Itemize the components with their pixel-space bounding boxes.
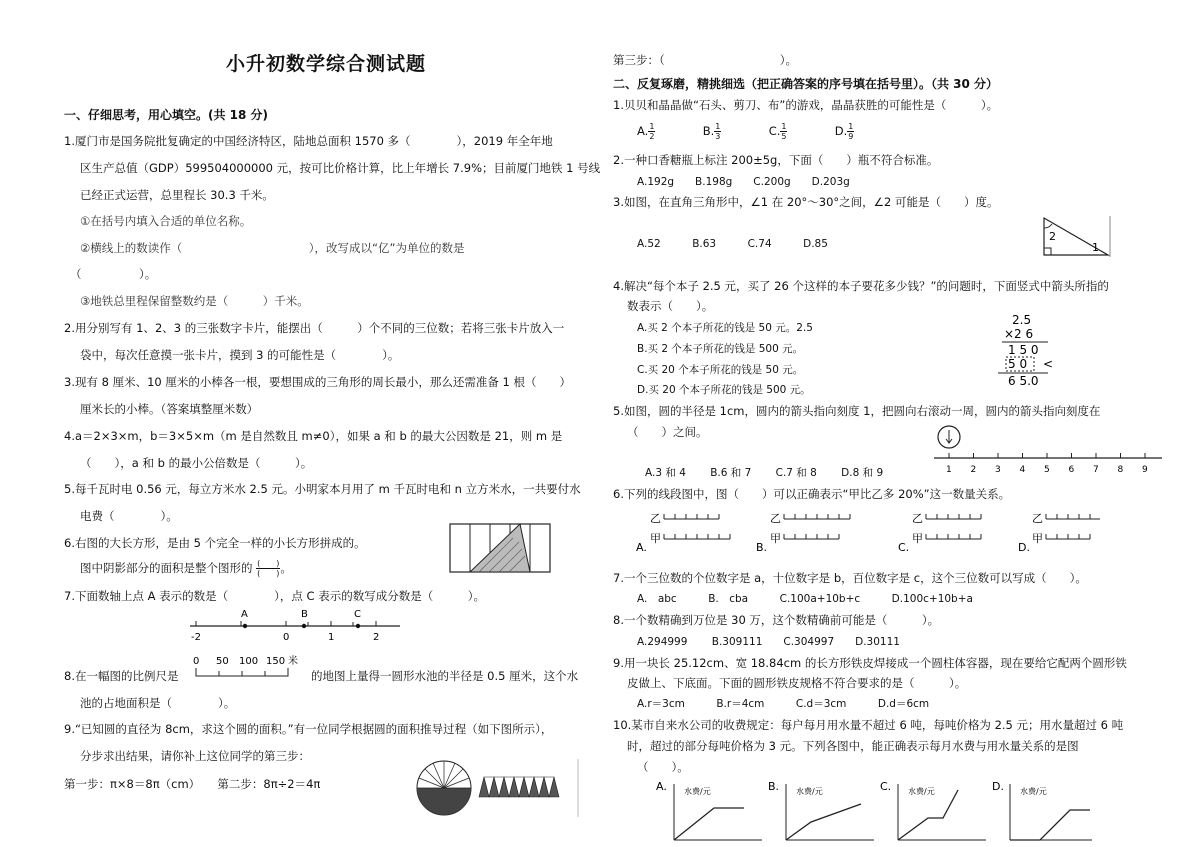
mc-q5-line-2: （ ）之间。: [627, 425, 708, 439]
q6-line-2: 图中阴影部分的面积是整个图形的 $\frac{( )}{( )}$ 。: [80, 559, 292, 578]
mc-q6-label-jia: 甲: [650, 532, 661, 545]
q7-tick-0: 0: [283, 632, 290, 643]
mc-q5-tick-label: 1: [946, 465, 952, 474]
q8-line-2: 池的占地面积是（ ）。: [80, 696, 236, 710]
q6-rectangle-figure: [449, 523, 551, 573]
q1-line-3: 已经正式运营，总里程长 30.3 千米。: [80, 188, 274, 202]
mc-q2-options: A.192g B.198g C.200g D.203g: [637, 176, 850, 188]
mc-q10-graph-line: [898, 790, 958, 840]
mc-q5-tick-label: 8: [1117, 465, 1124, 474]
q1-line-2: 区生产总值（GDP）599504000000 元，按可比价格计算，比上年增长 7.9%；目前厦门地铁 1 号线: [80, 161, 601, 175]
mc-q4-calc-row-4: 5 0: [1008, 357, 1028, 371]
mc-q4-option-a: A.买 2 个本子所花的钱是 50 元。2.5: [637, 322, 813, 334]
mc-q8: 8.一个数精确到万位是 30 万，这个数精确前可能是（ ）。: [613, 613, 940, 627]
mc-q4-option-c: C.买 20 个本子所花的钱是 50 元。: [637, 364, 804, 376]
mc-q6-label-jia: 甲: [912, 532, 923, 545]
q8-scale-unit: 米: [288, 656, 298, 667]
mc-q4-vertical-calc: [990, 312, 1062, 388]
q5-line-1: 5.每千瓦时电 0.56 元，每立方米水 2.5 元。小明家本月用了 m 千瓦时电和 n 立方米水，一共要付水: [64, 482, 581, 496]
mc-q6-label-yi: 乙: [1032, 512, 1043, 525]
mc-q3-angle-1: 1: [1092, 241, 1099, 254]
q1-sub-3: ③地铁总里程保留整数约是（ ）千米。: [80, 294, 309, 308]
mc-q6-segment-figures: [630, 505, 1100, 555]
mc-q4-calc-row-3: 1 5 0: [1008, 343, 1039, 357]
mc-q10-y-axis-label: 水费/元: [684, 787, 711, 796]
mc-q3-options: A.52 B.63 C.74 D.85: [637, 238, 828, 250]
mc-q6: 6.下列的线段图中，图（ ）可以正确表示“甲比乙多 20%”这一数量关系。: [613, 487, 1011, 501]
mc-q5-tick-label: 6: [1068, 465, 1075, 474]
mc-q1: 1.贝贝和晶晶做“石头、剪刀、布”的游戏，晶晶获胜的可能性是（ ）。: [613, 98, 999, 112]
q7-number-line: [186, 606, 406, 644]
mc-q8-options: A.294999 B.309111 C.304997 D.30111: [637, 636, 900, 648]
q1-line-1: 1.厦门市是国务院批复确定的中国经济特区，陆地总面积 1570 多（ ），2019 年全年地: [64, 134, 553, 148]
mc-q9-line-2: 皮做上、下底面。下面的圆形铁皮规格不符合要求的是（ ）。: [627, 676, 967, 690]
mc-q4-arrow-icon: <: [1043, 357, 1054, 371]
q9-circle-figure: [413, 757, 583, 819]
mc-q10-line-1: 10.某市自来水公司的收费规定：每户每月用水量不超过 6 吨，每吨价格为 2.5 元；用水量超过 6 吨: [613, 718, 1124, 732]
mc-q5-tick-label: 5: [1044, 465, 1050, 474]
q7-tick-m2: -2: [191, 632, 201, 643]
mc-q5-tick-label: 9: [1142, 465, 1148, 474]
mc-q9-line-1: 9.用一块长 25.12cm、宽 18.84cm 的长方形铁皮焊接成一个圆柱体容器，现在要给它配两个圆形铁: [613, 656, 1127, 670]
q8-line-1a: 8.在一幅图的比例尺是: [64, 669, 179, 683]
mc-q6-option-letter: C.: [898, 541, 910, 554]
q7-line-1: 7.下面数轴上点 A 表示的数是（ ），点 C 表示的数写成分数是（ ）。: [64, 589, 485, 603]
mc-q6-option-letter: A.: [636, 541, 647, 554]
q7-point-b: B: [301, 609, 308, 620]
q9-step-3: 第三步：（ ）。: [613, 53, 797, 67]
q1-sub-1: ①在括号内填入合适的单位名称。: [80, 214, 252, 228]
mc-q2: 2.一种口香糖瓶上标注 200±5g，下面（ ）瓶不符合标准。: [613, 153, 939, 167]
mc-q6-label-yi: 乙: [650, 512, 661, 525]
mc-q6-label-yi: 乙: [912, 512, 923, 525]
q7-point-a: A: [241, 609, 248, 620]
mc-q4-line-2: 数表示（ ）。: [627, 299, 714, 313]
q3-line-2: 厘米长的小棒。（答案填整厘米数）: [80, 402, 259, 416]
q7-point-c: C: [354, 609, 361, 620]
mc-q4-line-1: 4.解决“每个本子 2.5 元，买了 26 个这样的本子要花多少钱？”的问题时，下面竖式中箭头所指的: [613, 279, 1109, 293]
mc-q5-tick-label: 7: [1093, 465, 1099, 474]
q2-line-2: 袋中，每次任意摸一张卡片，摸到 3 的可能性是（ ）。: [80, 348, 400, 362]
mc-q1-options: A. $\frac{1}{2}$ B. $\frac{1}{3}$ C. $\frac{1}{5}$ D. $\frac{1}{9}$: [637, 122, 854, 141]
mc-q10-option-letter: D.: [992, 780, 1004, 793]
mc-q6-label-jia: 甲: [770, 532, 781, 545]
mc-q6-option-letter: B.: [756, 541, 768, 554]
mc-q7-options: A. abc B. cba C.100a+10b+c D.100c+10b+a: [637, 593, 973, 605]
mc-q7: 7.一个三位数的个位数字是 a，十位数字是 b，百位数字是 c，这个三位数可以写成（ ）。: [613, 571, 1087, 585]
mc-q10-graphs: [652, 778, 1092, 846]
mc-q10-line-2: 时，超过的部分每吨价格为 3 元。下列各图中，能正确表示每月水费与用水量关系的是图: [627, 739, 1079, 753]
mc-q3: 3.如图，在直角三角形中，∠1 在 20°～30°之间，∠2 可能是（ ）度。: [613, 195, 999, 209]
mc-q10-line-3: （ ）。: [637, 760, 689, 774]
mc-q4-option-b: B.买 2 个本子所花的钱是 500 元。: [637, 343, 804, 355]
mc-q5-tick-label: 4: [1019, 465, 1026, 474]
mc-q5-tick-label: 3: [995, 465, 1001, 474]
mc-q5-rolling-circle-figure: [932, 422, 1166, 474]
q3-line-1: 3.现有 8 厘米、10 厘米的小棒各一根，要想围成的三角形的周长最小，那么还需准备 1 根（ ）: [64, 375, 572, 389]
mc-q10-y-axis-label: 水费/元: [1020, 787, 1047, 796]
q9-line-1: 9.“已知圆的直径为 8cm，求这个圆的面积。”有一位同学根据圆的面积推导过程（如下图所示），: [64, 722, 553, 736]
mc-q5-options: A.3 和 4 B.6 和 7 C.7 和 8 D.8 和 9: [645, 467, 884, 479]
q6-line-1: 6.右图的大长方形，是由 5 个完全一样的小长方形拼成的。: [64, 536, 366, 550]
q7-tick-2: 2: [373, 632, 380, 643]
section-1-heading: 一、仔细思考，用心填空。(共 18 分): [64, 108, 269, 122]
q4-line-2: （ ），a 和 b 的最小公倍数是（ ）。: [80, 456, 313, 470]
q9-line-3: 第一步：π×8＝8π（cm） 第二步：8π÷2＝4π: [64, 777, 321, 791]
q6-line-2-text: 图中阴影部分的面积是整个图形的: [80, 561, 253, 575]
q8-scale-50: 50: [216, 656, 229, 667]
mc-q5-line-1: 5.如图，圆的半径是 1cm，圆内的箭头指向刻度 1，把圆向右滚动一周，圆内的箭头指向刻度在: [613, 404, 1101, 418]
mc-q6-option-letter: D.: [1018, 541, 1030, 554]
q9-line-2: 分步求出结果，请你补上这位同学的第三步：: [80, 749, 310, 763]
mc-q6-label-yi: 乙: [770, 512, 781, 525]
q7-tick-1: 1: [328, 632, 335, 643]
mc-q4-calc-row-1: 2.5: [1012, 313, 1032, 327]
mc-q10-graph-line: [1010, 810, 1090, 840]
mc-q4-option-d: D.买 20 个本子所花的钱是 500 元。: [637, 384, 811, 396]
q4-line-1: 4.a＝2×3×m，b＝3×5×m（m 是自然数且 m≠0），如果 a 和 b 的最大公因数是 21，则 m 是: [64, 429, 563, 443]
mc-q10-y-axis-label: 水费/元: [908, 787, 935, 796]
q5-line-2: 电费（ ）。: [80, 509, 178, 523]
q8-scale-100: 100: [239, 656, 259, 667]
mc-q10-graph-line: [674, 808, 744, 840]
mc-q5-tick-label: 2: [970, 465, 977, 474]
mc-q10-option-letter: C.: [880, 780, 892, 793]
mc-q4-calc-row-5: 6 5.0: [1008, 374, 1039, 388]
page-title: 小升初数学综合测试题: [226, 53, 427, 75]
q8-scale-bar: [188, 654, 308, 684]
mc-q10-y-axis-label: 水费/元: [796, 787, 823, 796]
section-2-heading: 二、反复琢磨，精挑细选（把正确答案的序号填在括号里）。（共 30 分）: [613, 77, 999, 91]
mc-q6-label-jia: 甲: [1032, 532, 1043, 545]
mc-q3-angle-2: 2: [1049, 230, 1056, 243]
mc-q10-graph-line: [786, 804, 861, 840]
q8-scale-150: 150: [266, 656, 286, 667]
mc-q4-calc-row-2: ×2 6: [1004, 327, 1034, 341]
q8-line-1b: 的地图上量得一圆形水池的半径是 0.5 厘米，这个水: [311, 669, 579, 683]
mc-q10-option-letter: A.: [656, 780, 667, 793]
q1-sub-2: ②横线上的数读作（ ），改写成以“亿”为单位的数是: [80, 241, 465, 255]
q6-blank-fraction: $\frac{( )}{( )}$: [257, 559, 280, 578]
mc-q10-option-letter: B.: [768, 780, 780, 793]
mc-q9-options: A.r＝3cm B.r＝4cm C.d＝3cm D.d＝6cm: [637, 698, 930, 710]
mc-q3-triangle-figure: [1040, 214, 1112, 258]
q1-sub-2b: （ ）。: [70, 267, 157, 281]
q2-line-1: 2.用分别写有 1、2、3 的三张数字卡片，能摆出（ ）个不同的三位数；若将三张卡片放入一: [64, 321, 565, 335]
q8-scale-0: 0: [193, 656, 200, 667]
